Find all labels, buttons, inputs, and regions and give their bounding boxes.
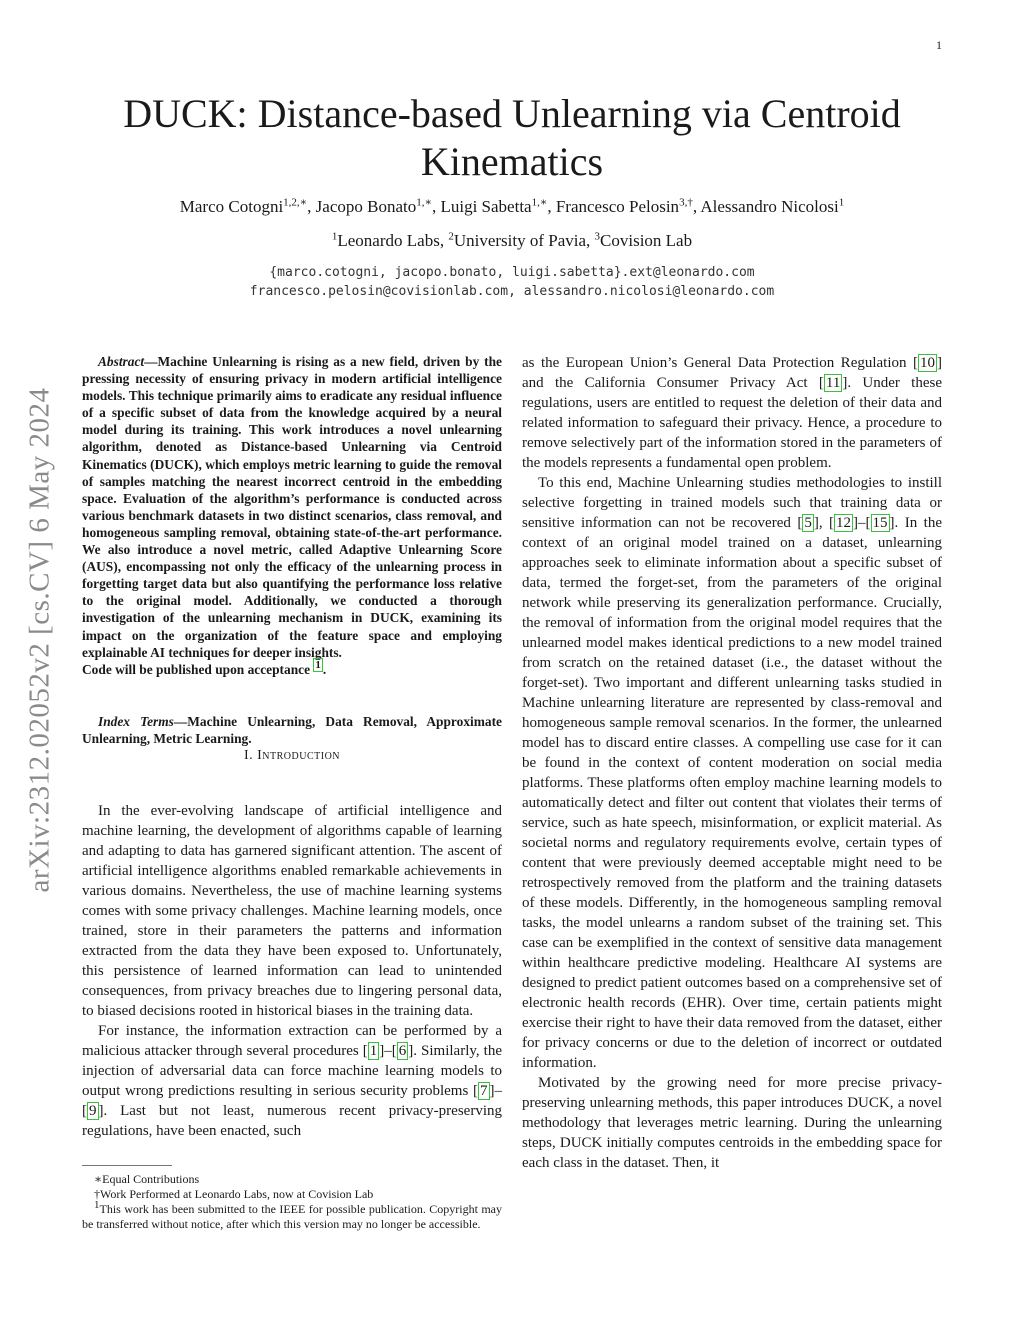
citation-link[interactable]: 12 (836, 515, 852, 531)
author-marks: 1,∗ (416, 196, 432, 209)
affiliation-name: Leonardo Labs (337, 231, 440, 250)
citation-link[interactable]: 6 (398, 1043, 407, 1059)
affiliation-mark: 3 (594, 230, 601, 243)
author-name: Alessandro Nicolosi (700, 197, 839, 216)
arxiv-stamp (10, 350, 70, 930)
citation-link[interactable]: 10 (920, 355, 935, 371)
paragraph: as the European Union’s General Data Protection Regulation [ 10 ] and the California Consumer Privacy Act [ 11 ]. Under these regulations, users are entitled to request the deletion of their data and related information to safeguard their privacy. Hence, a procedure to remove selectively part of the information stored in the parameters of the models represents a fundamental open problem. (522, 355, 942, 471)
citation-link[interactable]: 7 (480, 1083, 488, 1099)
citation-link[interactable]: 1 (369, 1043, 378, 1059)
author-list: Marco Cotogni$^{1,2,∗}$, Jacopo Bonato$^{1,∗}$, Luigi Sabetta$^{1,∗}$, Francesco Pelosin$^{3,\dagger}$, Alessandro Nicolosi$^1$ (179, 196, 845, 216)
paragraph: Motivated by the growing need for more precise privacy-preserving unlearning methods, this paper introduces DUCK, a novel methodology that leverages metric learning. During the unlearning steps, DUCK initially computes centroids in the embedding space for each class in the dataset. Then, it (522, 1075, 942, 1171)
arxiv-stamp-text: arXiv:2312.02052v2 [cs.CV] 6 May 2024 (23, 387, 56, 893)
affiliation-name: University of Pavia (453, 231, 587, 250)
email-line: francesco.pelosin@covisionlab.com, alessandro.nicolosi@leonardo.com (249, 284, 775, 299)
footnote-rule (82, 1165, 172, 1166)
citation-link[interactable]: 11 (825, 375, 841, 391)
footnote: †Work Performed at Leonardo Labs, now at Covision Lab (94, 1187, 374, 1201)
paragraph: To this end, Machine Unlearning studies methodologies to instill selective forgetting in trained models such that training data or sensitive information can not be recovered [ 5 ], [ 12 ]–[ 15 ]. In the context of an original model trained on a dataset, unlearning approaches seek to eliminate information about a specific subset of data, termed the forget-set, from the parameters of the original network while preserving its generalization performance. Crucially, the removal of information from the original model requires that the unlearned model makes identical predictions to a new model trained from scratch on the retained dataset (i.e., the dataset without the forget-set). Two important and different unlearning tasks studied in Machine unlearning literature are represented by class-removal and homogeneous sample removal scenarios. In the former, the unlearned model has to discard entire classes. A compelling use case for it can be found in the context of content moderation on social media platforms. These platforms often employ machine learning models to automatically detect and filter out content that violates their terms of service, such as hate speech, misinformation, or explicit material. As societal norms and regulatory requirements evolve, certain types of content that were previously deemed acceptable might need to be retrospectively removed from the platform and the training datasets of these models. Differently, in the homogeneous sampling removal tasks, the model unlearns a random subset of the training set. This case can be exemplified in the context of sensitive data management within healthcare predictive modeling. Healthcare AI systems are designed to predict patient outcomes based on a comprehensive set of electronic health records (EHR). Over time, certain patients might exercise their right to have their data removed from the dataset, either for privacy concerns or due to the deletion of incorrect or outdated information. (522, 475, 943, 1071)
author-marks: 3,† (679, 196, 693, 209)
section-heading: I. Introduction (243, 748, 341, 763)
citation-link[interactable]: 9 (89, 1103, 97, 1119)
abstract-paragraph (82, 353, 502, 661)
footnote: ∗Equal Contributions (94, 1172, 200, 1186)
code-note: Code will be published upon acceptance $^1$ . (82, 659, 327, 677)
author-marks: 1,2,∗ (283, 196, 308, 209)
index-terms (82, 713, 502, 747)
affiliation-name: Covision Lab (600, 231, 693, 250)
abstract-label: Abstract (98, 354, 145, 369)
page-number: 1 (936, 38, 942, 52)
email-block (80, 263, 944, 301)
paragraph: For instance, the information extraction can be performed by a malicious attacker through several procedures [ 1 ]–[ 6 ]. Similarly, the injection of adversarial data can force machine learning models to output wrong predictions resulting in serious security problems [ 7 ]–[ 9 ]. Last but not least, numerous recent privacy-preserving regulations, have been enacted, such (82, 1023, 502, 1139)
paragraph: In the ever-evolving landscape of artificial intelligence and machine learning, the development of algorithms capable of learning and adapting to data has garnered significant attention. The ascent of artificial intelligence algorithms enabled remarkable achievements in various domains. Nevertheless, the use of machine learning systems comes with some privacy challenges. Machine learning models, once trained, store in their parameters the patterns and information extracted from the data they have been exposed to. Unfortunately, this persistence of learned information can lead to unintended consequences, from privacy breaches due to lingering personal data, to biased decisions rooted in historical biases in the training data. (82, 803, 502, 1019)
email-line: {marco.cotogni, jacopo.bonato, luigi.sabetta}.ext@leonardo.com (269, 265, 755, 280)
paper-title: DUCK: Distance-based Unlearning via Centroid Kinematics (123, 91, 901, 184)
index-terms-label: Index Terms (98, 714, 174, 729)
footnote: $^1$This work has been submitted to the IEEE for possible publication. Copyright may be transferred without notice, after which this version may no longer be accessible. (82, 1199, 502, 1231)
author-name: Jacopo Bonato (315, 197, 417, 216)
affiliation-list: $^1$Leonardo Labs, $^2$University of Pavia, $^3$Covision Lab (331, 230, 693, 250)
citation-link[interactable]: 15 (872, 515, 888, 531)
abstract-text: —Machine Unlearning is rising as a new field, driven by the pressing necessity of ensuring privacy in modern artificial intelligence models. This technique primarily aims to eradicate any residual influence of a specific subset of data from the knowledge acquired by a neural model during its training. This work introduces a novel unlearning algorithm, denoted as Distance-based Unlearning via Centroid Kinematics (DUCK), which employs metric learning to guide the removal of samples matching the nearest incorrect centroid in the embedding space. Evaluation of the algorithm’s performance is conducted across various benchmark datasets in two distinct scenarios, class removal, and homogeneous sampling removal, obtaining state-of-the-art performance. We also introduce a novel metric, called Adaptive Unlearning Score (AUS), encompassing not only the efficacy of the unlearning process in forgetting target data but also quantifying the performance loss relative to the original model. Additionally, we conducted a thorough investigation of the unlearning mechanism in DUCK, examining its impact on the organization of the feature space and employing explainable AI techniques for deeper insights. (82, 354, 502, 660)
author-name: Francesco Pelosin (555, 197, 680, 216)
footnotes (82, 1172, 502, 1232)
affiliation-mark: 1 (331, 230, 338, 243)
author-name: Marco Cotogni (179, 197, 284, 216)
author-marks: 1 (838, 196, 845, 209)
footnote-ref-link[interactable]: 1 (315, 659, 321, 672)
index-terms-text: —Machine Unlearning, Data Removal, Approximate Unlearning, Metric Learning. (82, 714, 502, 747)
author-marks: 1,∗ (531, 196, 548, 209)
affiliation-mark: 2 (448, 230, 454, 243)
abstract (82, 353, 502, 678)
intro-left-column (82, 801, 502, 1141)
author-name: Luigi Sabetta (440, 197, 532, 216)
intro-right-column (522, 353, 942, 1173)
citation-link[interactable]: 5 (804, 515, 812, 531)
